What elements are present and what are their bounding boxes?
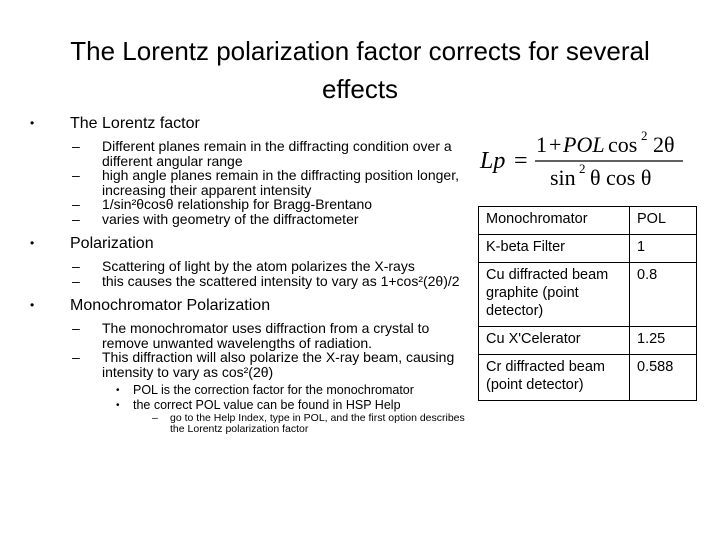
list-item [28, 212, 468, 227]
dash-marker: – [72, 349, 80, 365]
sub-sub-list-item [28, 413, 468, 435]
list-item-text: 1/sin²θcosθ relationship for Bragg-Brentano [102, 196, 373, 212]
table-row [479, 263, 697, 327]
list-item-text: The monochromator uses diffraction from a crystal to remove unwanted wavelengths of radiation. [102, 320, 430, 351]
list-item [28, 274, 468, 289]
dash-marker: – [72, 196, 80, 212]
list-item [28, 350, 468, 379]
list-item-text: high angle planes remain in the diffracting position longer, increasing their apparent intensity [102, 167, 459, 198]
bullet-dot: • [30, 298, 35, 312]
table-cell: POL [630, 207, 697, 235]
dash-marker: – [152, 412, 158, 424]
sub-list-item-text: the correct POL value can be found in HSP Help [133, 398, 401, 412]
bullet-dot: • [30, 236, 35, 250]
formula-denominator-rest: θ cos θ [590, 165, 652, 190]
list-item [28, 168, 468, 197]
formula-numerator-one: 1 [536, 132, 547, 157]
bullet-list [28, 114, 468, 435]
bullet-dot: • [30, 116, 35, 130]
list-item-text: this causes the scattered intensity to vary as 1+cos²(2θ)/2 [102, 272, 460, 289]
table-row [479, 207, 697, 235]
table-row [479, 235, 697, 263]
sub-sub-list-item-text: go to the Help Index, type in POL, and the first option describes the Lorentz polarization factor [170, 412, 465, 435]
sub-list-item [28, 398, 468, 413]
section-heading-polarization [28, 234, 468, 253]
lorentz-polarization-formula [478, 128, 698, 193]
dash-marker: – [72, 272, 80, 289]
table-cell: K-beta Filter [479, 235, 630, 263]
formula-numerator-cos: cos [608, 132, 638, 157]
sub-list-item-text: POL is the correction factor for the monochromator [133, 383, 414, 397]
dash-marker: – [72, 138, 80, 154]
table-row [479, 327, 697, 355]
formula-denominator-sin: sin [550, 165, 576, 190]
section-heading-label: Polarization [70, 235, 154, 252]
pol-values-table [478, 206, 697, 401]
list-item [28, 321, 468, 350]
list-item-text: varies with geometry of the diffractometer [102, 210, 359, 227]
formula-numerator-argument: 2θ [653, 132, 675, 157]
table-cell: 1.25 [630, 327, 697, 355]
formula-equals: = [514, 148, 528, 174]
list-item [28, 259, 468, 274]
sub-list-item [28, 383, 468, 398]
table-cell: 1 [630, 235, 697, 263]
section-heading-lorentz [28, 114, 468, 133]
list-item-text: Scattering of light by the atom polarizes the X-rays [102, 258, 415, 274]
table-cell: Monochromator [479, 207, 630, 235]
dash-marker: – [72, 258, 80, 274]
list-item-text: Different planes remain in the diffracting condition over a different angular range [102, 138, 452, 169]
formula-numerator-pol: POL [563, 132, 605, 157]
bullet-dot: • [116, 385, 120, 396]
table-cell: Cr diffracted beam (point detector) [479, 355, 630, 401]
formula-lhs: Lp [480, 148, 506, 174]
slide-title: The Lorentz polarization factor corrects for several effects [70, 36, 650, 104]
list-item [28, 139, 468, 168]
list-item-text: This diffraction will also polarize the X-ray beam, causing intensity to vary as cos²(2θ) [102, 349, 455, 380]
section-heading-label: The Lorentz factor [70, 115, 200, 132]
table-row [479, 355, 697, 401]
dash-marker: – [72, 320, 80, 336]
dash-marker: – [72, 167, 80, 183]
table-cell: Cu diffracted beam graphite (point detector) [479, 263, 630, 327]
bullet-dot: • [116, 400, 120, 411]
formula-numerator-exponent: 2 [641, 128, 648, 143]
table-cell: Cu X'Celerator [479, 327, 630, 355]
section-heading-label: Monochromator Polarization [70, 297, 271, 314]
dash-marker: – [72, 210, 80, 227]
formula-denominator-exponent: 2 [579, 161, 586, 176]
table-cell: 0.8 [630, 263, 697, 327]
list-item [28, 197, 468, 212]
section-heading-monochromator [28, 296, 468, 315]
formula-numerator-plus: + [549, 132, 562, 157]
table-cell: 0.588 [630, 355, 697, 401]
